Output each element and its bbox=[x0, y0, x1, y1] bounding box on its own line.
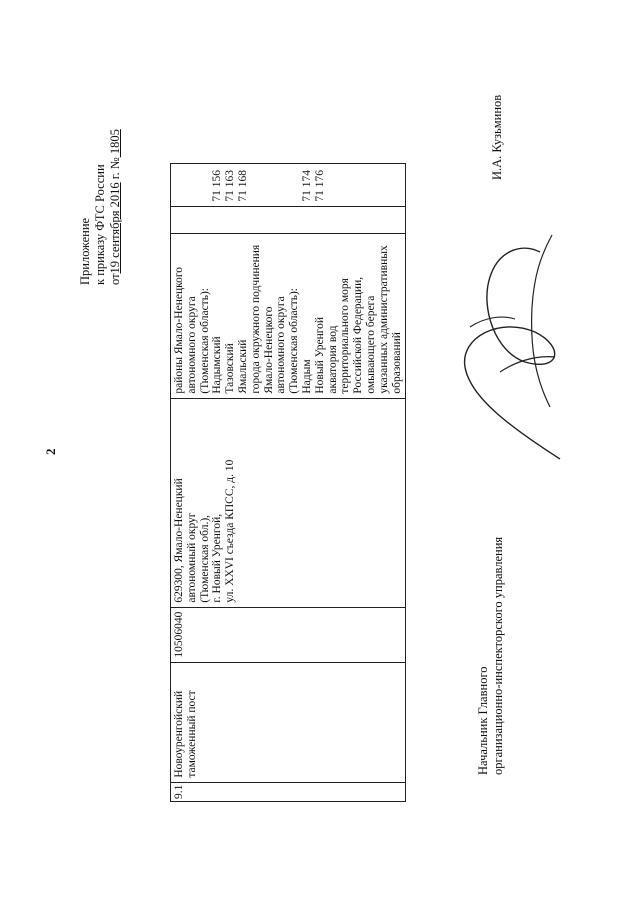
region-line: (Тюменская область): bbox=[288, 288, 301, 394]
appendix-number-label: № bbox=[108, 157, 122, 170]
post-code: 10506040 bbox=[173, 611, 185, 658]
appendix-number: 1805 bbox=[108, 129, 122, 158]
territory-code: 71 163 bbox=[224, 170, 237, 202]
territory-code: 71 174 bbox=[300, 170, 313, 202]
region-line: территориального моря bbox=[339, 278, 352, 394]
signer-title-line: организационно-инспекторского управления bbox=[491, 536, 505, 775]
address-line: 629300, Ямало-Ненецкий bbox=[173, 478, 185, 603]
region-line: Российской Федерации, bbox=[352, 276, 365, 394]
region-line: указанных административных bbox=[377, 245, 390, 394]
appendix-date-prefix: от bbox=[108, 273, 122, 285]
region-line: омывающего берега bbox=[364, 295, 377, 394]
territory-code: 71 156 bbox=[211, 170, 224, 202]
signer-title bbox=[476, 537, 506, 775]
region-line: районы Ямало-Ненецкого bbox=[173, 266, 185, 394]
region-line: автономного округа bbox=[275, 296, 288, 394]
region-line: (Тюменская область): bbox=[198, 288, 211, 394]
appendix-header bbox=[78, 129, 123, 285]
appendix-date: 19 сентября 2016 bbox=[108, 182, 122, 274]
region-cell bbox=[171, 233, 406, 398]
territory-code-cell bbox=[171, 163, 406, 206]
address-line: ул. XXVI съезда КПСС, д. 10 bbox=[224, 459, 237, 603]
row-number: 9.1 bbox=[173, 784, 185, 799]
address-line: (Тюменская обл.), bbox=[198, 514, 211, 603]
signer-title-line: Начальник Главного bbox=[476, 666, 490, 775]
appendix-title: Приложение bbox=[78, 217, 92, 285]
region-line: образований bbox=[390, 332, 403, 394]
appendix-year-suffix: г. bbox=[108, 169, 122, 183]
signer-name: И.А. Кузьминов bbox=[490, 94, 504, 180]
page-number: 2 bbox=[43, 448, 58, 455]
address-line: г. Новый Уренгой, bbox=[211, 513, 224, 603]
post-name-line: таможенный пост bbox=[185, 690, 198, 778]
appendix-date-line bbox=[108, 129, 123, 285]
territory-code: 71 168 bbox=[236, 170, 249, 202]
empty-cell bbox=[171, 206, 406, 233]
post-code-cell bbox=[171, 607, 406, 662]
region-line: акватория вод bbox=[326, 325, 339, 394]
table-row bbox=[171, 163, 406, 801]
address-cell bbox=[171, 398, 406, 607]
region-line: Новый Уренгой bbox=[313, 316, 326, 394]
address-line: автономный округ bbox=[185, 512, 198, 603]
appendix-order-ref: к приказу ФТС России bbox=[93, 164, 107, 285]
region-line: Надым bbox=[300, 359, 313, 394]
region-line: города окружного подчинения bbox=[249, 244, 262, 394]
region-line: Ямальский bbox=[236, 339, 249, 394]
signature-image bbox=[440, 227, 590, 467]
customs-post-table bbox=[170, 163, 406, 802]
row-number-cell bbox=[171, 782, 406, 801]
region-line: Надымский bbox=[211, 336, 224, 394]
post-name-cell bbox=[171, 662, 406, 782]
post-name-line: Новоуренгойский bbox=[173, 690, 185, 778]
region-line: автономного округа bbox=[185, 296, 198, 394]
region-line: Тазовский bbox=[224, 343, 237, 394]
territory-code: 71 176 bbox=[313, 170, 326, 202]
region-line: Ямало-Ненецкого bbox=[262, 306, 275, 394]
